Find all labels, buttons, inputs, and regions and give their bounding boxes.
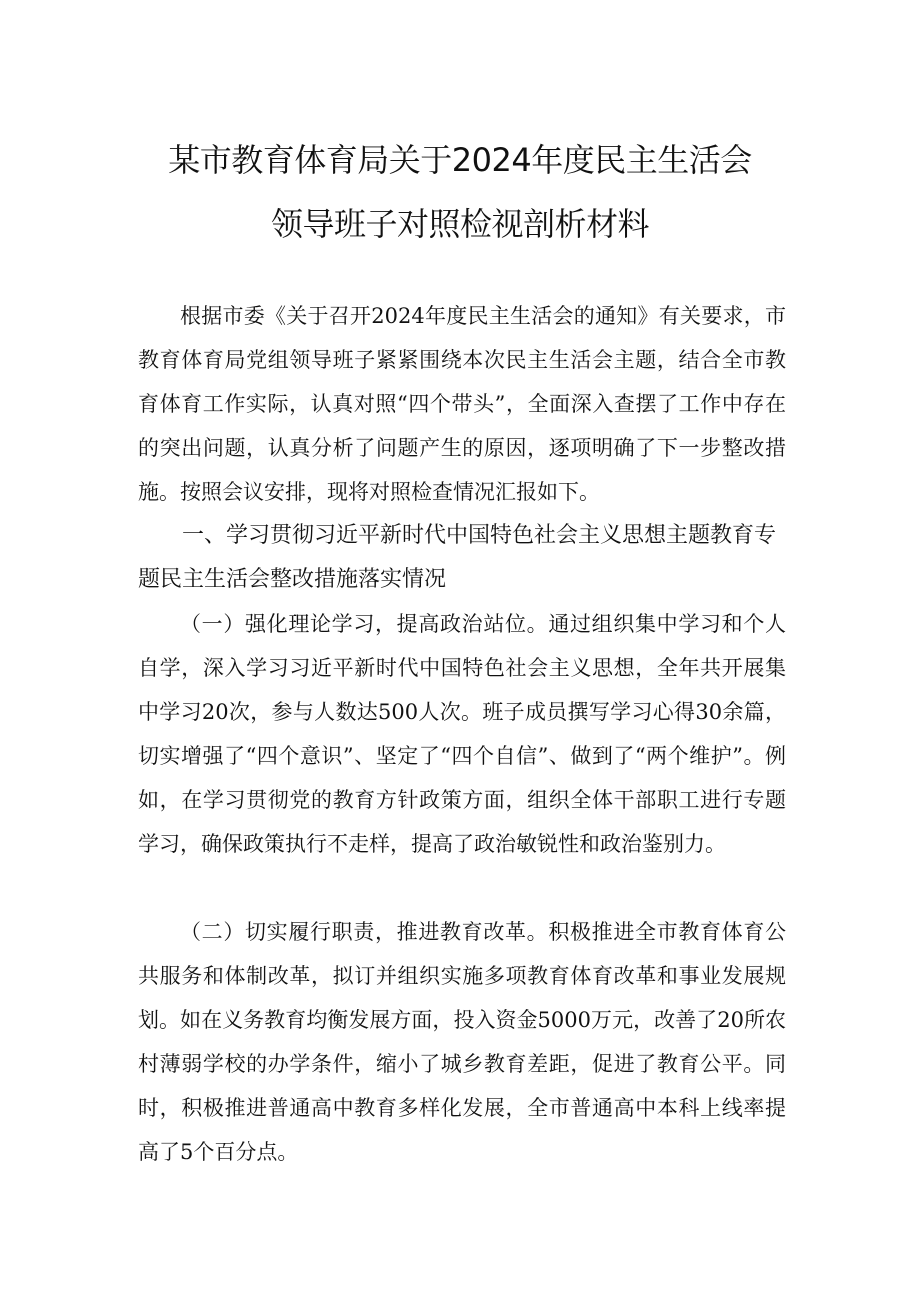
document-title-line-2: 领导班子对照检视剖析材料	[270, 205, 649, 243]
section-heading: 一、学习贯彻习近平新时代中国特色社会主义思想主题教育专题民主生活会整改措施落实情况	[138, 523, 777, 592]
intro-paragraph: 根据市委《关于召开2024年度民主生活会的通知》有关要求，市教育体育局党组领导班子紧紧围绕本次民主生活会主题，结合全市教育体育工作实际，认真对照“四个带头”，全面深入查摆了工作中存在的突出问题，认真分析了问题产生的原因，逐项明确了下一步整改措施。按照会议安排，现将对照检查情况汇报如下。	[138, 304, 786, 504]
item-one-paragraph: （一）强化理论学习，提高政治站位。通过组织集中学习和个人自学，深入学习习近平新时代中国特色社会主义思想，全年共开展集中学习20次，参与人数达500人次。班子成员撰写学习心得30余篇，切实增强了“四个意识”、坚定了“四个自信”、做到了“两个维护”。例如，在学习贯彻党的教育方针政策方面，组织全体干部职工进行专题学习，确保政策执行不走样，提高了政治敏锐性和政治鉴别力。	[138, 612, 786, 856]
item-two-paragraph: （二）切实履行职责，推进教育改革。积极推进全市教育体育公共服务和体制改革，拟订并组织实施多项教育体育改革和事业发展规划。如在义务教育均衡发展方面，投入资金5000万元，改善了20所农村薄弱学校的办学条件，缩小了城乡教育差距，促进了教育公平。同时，积极推进普通高中教育多样化发展，全市普通高中本科上线率提高了5个百分点。	[138, 920, 786, 1164]
document-title-line-1: 某市教育体育局关于2024年度民主生活会	[168, 141, 752, 179]
